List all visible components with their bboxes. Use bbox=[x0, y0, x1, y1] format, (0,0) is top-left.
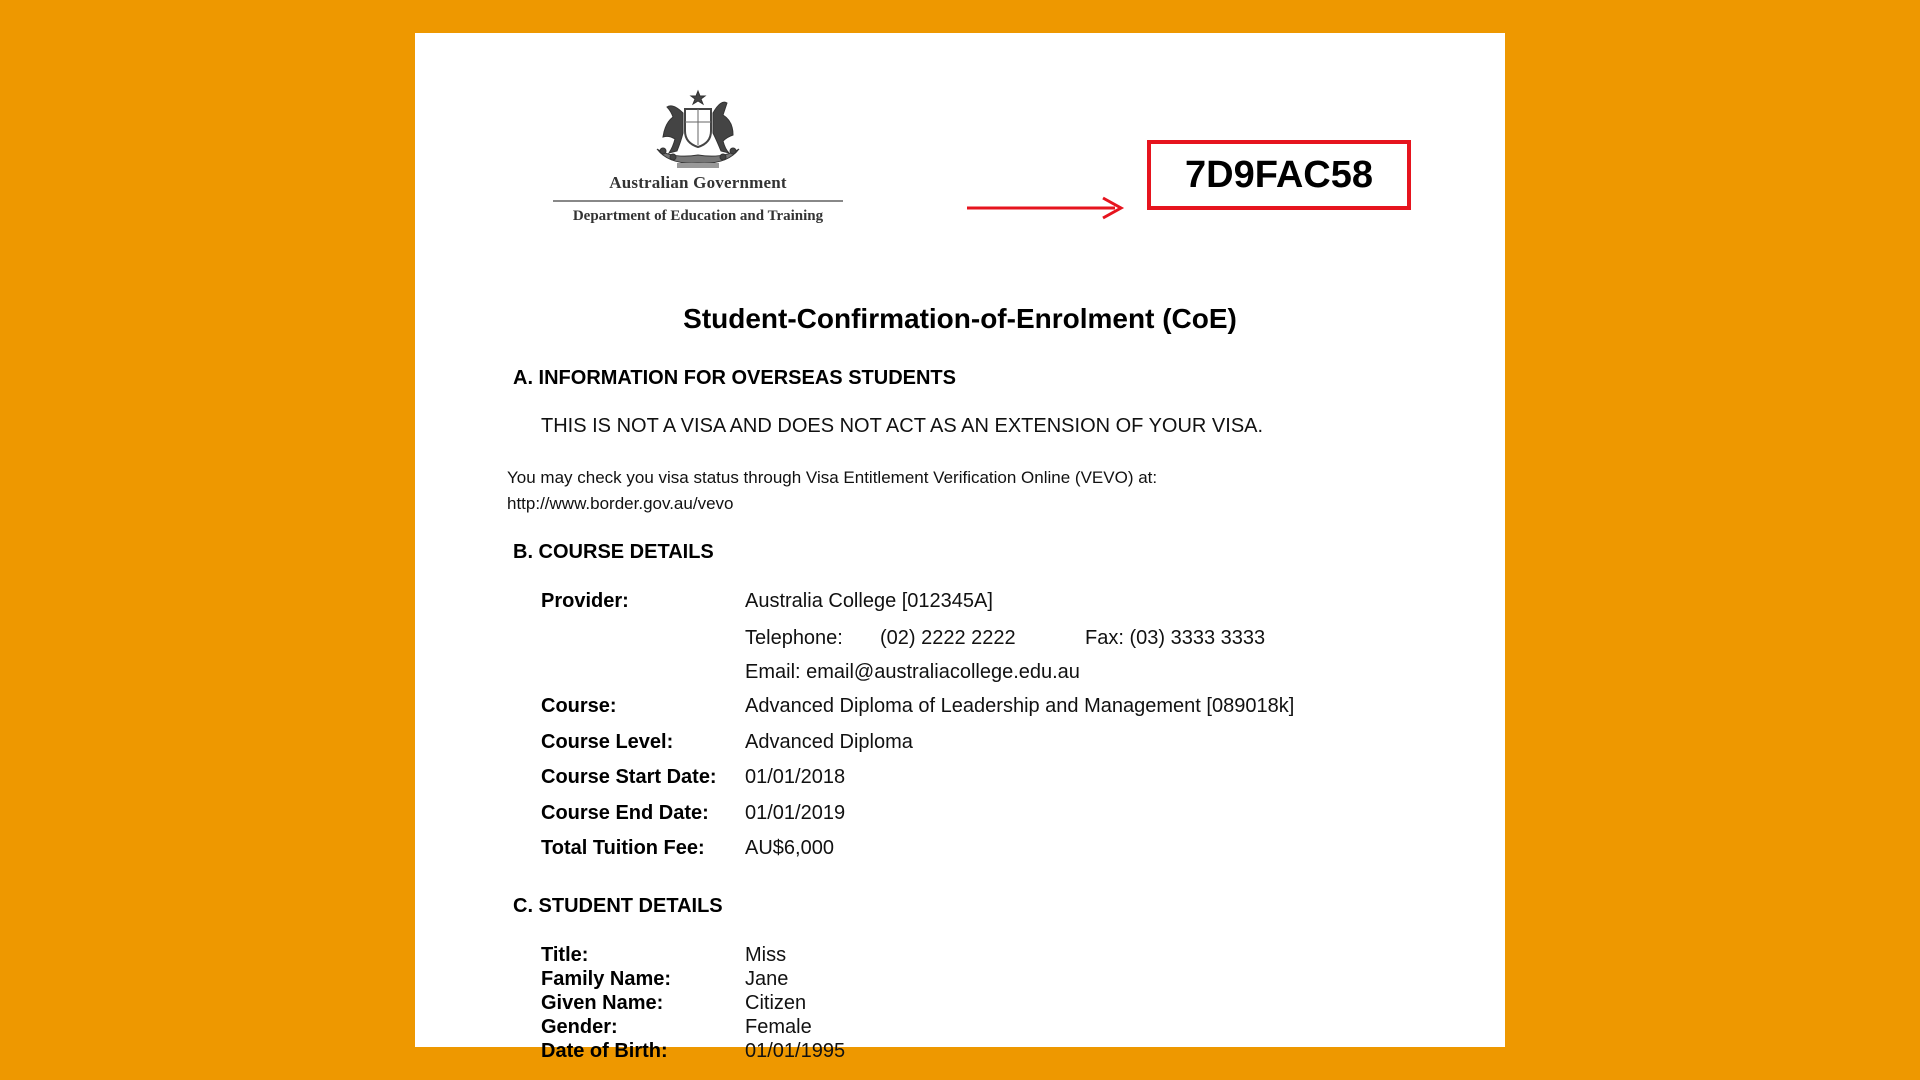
document-title: Student-Confirmation-of-Enrolment (CoE) bbox=[683, 303, 1237, 334]
course-start-value: 01/01/2018 bbox=[745, 766, 846, 788]
coat-of-arms-icon bbox=[643, 89, 753, 169]
section-b-heading: B. COURSE DETAILS bbox=[513, 541, 714, 563]
tuition-fee-label: Total Tuition Fee: bbox=[541, 837, 705, 859]
course-label: Course: bbox=[541, 695, 617, 717]
document-page bbox=[415, 33, 1505, 1062]
course-level-label: Course Level: bbox=[541, 731, 674, 753]
logo-divider bbox=[553, 200, 843, 202]
government-logo bbox=[553, 89, 843, 225]
dob-value: 01/01/1995 bbox=[745, 1040, 846, 1062]
gender-value: Female bbox=[745, 1016, 812, 1038]
telephone-label: Telephone: bbox=[745, 627, 843, 649]
provider-value: Australia College [012345A] bbox=[745, 590, 993, 612]
title-value: Miss bbox=[745, 944, 787, 966]
tuition-fee-value: AU$6,000 bbox=[745, 837, 834, 859]
course-end-label: Course End Date: bbox=[541, 802, 709, 824]
given-name-value: Citizen bbox=[745, 992, 807, 1014]
arrow-right-icon bbox=[965, 193, 1130, 223]
gender-label: Gender: bbox=[541, 1016, 618, 1038]
visa-notice: THIS IS NOT A VISA AND DOES NOT ACT AS AN EXTENSION OF YOUR VISA. bbox=[541, 415, 1264, 437]
course-end-value: 01/01/2019 bbox=[745, 802, 846, 824]
family-name-label: Family Name: bbox=[541, 968, 672, 990]
course-level-value: Advanced Diploma bbox=[745, 731, 913, 753]
department-name: Department of Education and Training bbox=[572, 208, 824, 224]
telephone-value: (02) 2222 2222 bbox=[880, 627, 1016, 649]
fax-value: Fax: (03) 3333 3333 bbox=[1085, 627, 1266, 649]
section-c-heading: C. STUDENT DETAILS bbox=[513, 895, 723, 917]
vevo-text: You may check you visa status through Visa Entitlement Verification Online (VEVO) at: bbox=[507, 468, 1158, 487]
section-a-heading: A. INFORMATION FOR OVERSEAS STUDENTS bbox=[513, 367, 956, 389]
email-value: Email: email@australiacollege.edu.au bbox=[745, 661, 1080, 683]
title-label: Title: bbox=[541, 944, 589, 966]
family-name-value: Jane bbox=[745, 968, 789, 990]
course-value: Advanced Diploma of Leadership and Management [089018k] bbox=[745, 695, 1295, 717]
provider-label: Provider: bbox=[541, 590, 629, 612]
vevo-info bbox=[507, 465, 1157, 517]
given-name-label: Given Name: bbox=[541, 992, 664, 1014]
reference-code: 7D9FAC58 bbox=[1147, 140, 1411, 210]
dob-label: Date of Birth: bbox=[541, 1040, 668, 1062]
government-name: Australian Government bbox=[609, 173, 787, 192]
course-start-label: Course Start Date: bbox=[541, 766, 717, 788]
vevo-link[interactable]: http://www.border.gov.au/vevo bbox=[507, 494, 734, 513]
